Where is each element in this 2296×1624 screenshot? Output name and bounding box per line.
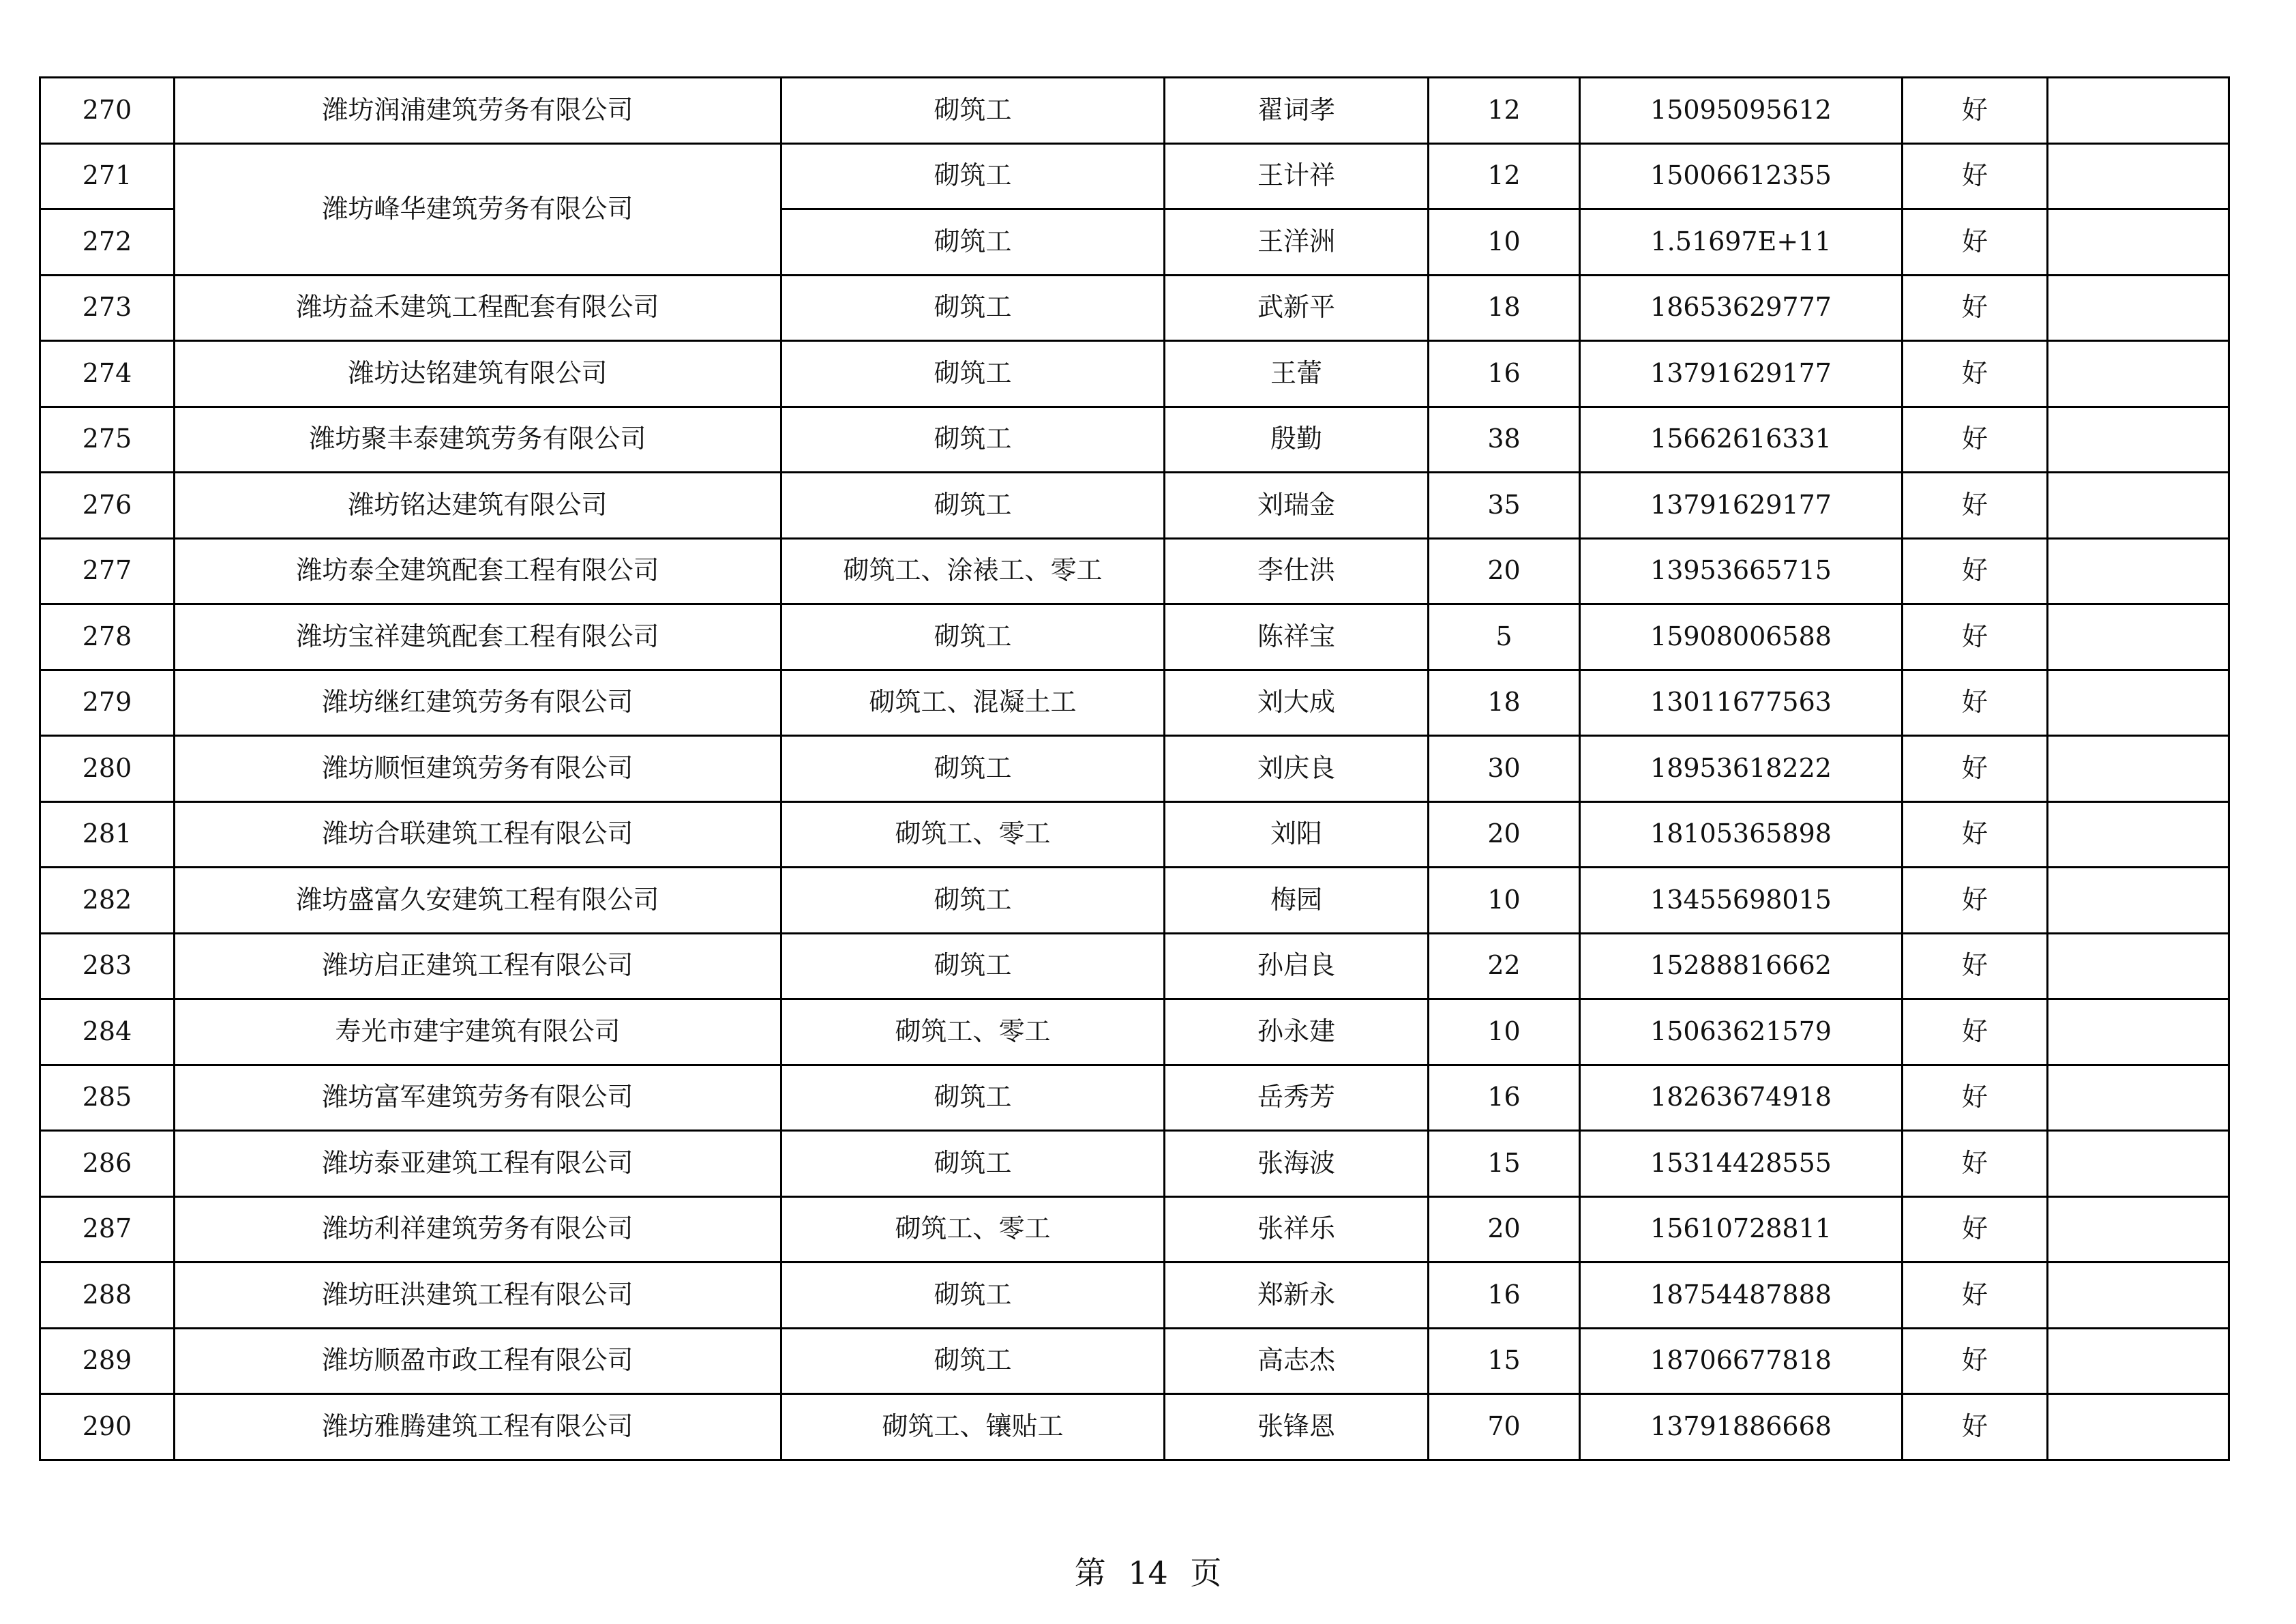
cell-note	[2048, 670, 2229, 736]
cell-phone-number: 1.51697E+11	[1580, 209, 1903, 276]
cell-note	[2048, 801, 2229, 868]
cell-company-name: 潍坊顺盈市政工程有限公司	[175, 1328, 781, 1394]
cell-serial-number: 272	[40, 209, 175, 276]
cell-trade-type: 砌筑工、镶贴工	[781, 1394, 1165, 1460]
cell-note	[2048, 275, 2229, 341]
cell-serial-number: 284	[40, 999, 175, 1065]
cell-company-name: 潍坊富军建筑劳务有限公司	[175, 1065, 781, 1131]
page-footer	[0, 1548, 2296, 1593]
cell-note	[2048, 1065, 2229, 1131]
cell-contact-person: 郑新永	[1165, 1263, 1429, 1329]
cell-trade-type: 砌筑工	[781, 604, 1165, 670]
cell-note	[2048, 736, 2229, 802]
cell-trade-type: 砌筑工	[781, 275, 1165, 341]
cell-note	[2048, 868, 2229, 934]
cell-phone-number: 18263674918	[1580, 1065, 1903, 1131]
cell-trade-type: 砌筑工	[781, 143, 1165, 209]
table-row	[40, 143, 2229, 209]
cell-phone-number: 15095095612	[1580, 78, 1903, 144]
cell-note	[2048, 604, 2229, 670]
cell-phone-number: 13011677563	[1580, 670, 1903, 736]
cell-serial-number: 274	[40, 341, 175, 407]
cell-company-name: 潍坊启正建筑工程有限公司	[175, 933, 781, 999]
cell-trade-type: 砌筑工	[781, 209, 1165, 276]
cell-rating: 好	[1903, 473, 2048, 539]
cell-phone-number: 18754487888	[1580, 1263, 1903, 1329]
cell-rating: 好	[1903, 78, 2048, 144]
cell-trade-type: 砌筑工	[781, 78, 1165, 144]
table-row	[40, 1263, 2229, 1329]
cell-note	[2048, 78, 2229, 144]
cell-company-name: 潍坊旺洪建筑工程有限公司	[175, 1263, 781, 1329]
cell-phone-number: 15314428555	[1580, 1131, 1903, 1197]
cell-note	[2048, 1131, 2229, 1197]
cell-rating: 好	[1903, 209, 2048, 276]
cell-contact-person: 张海波	[1165, 1131, 1429, 1197]
cell-serial-number: 276	[40, 473, 175, 539]
table-row	[40, 275, 2229, 341]
cell-trade-type: 砌筑工	[781, 473, 1165, 539]
cell-phone-number: 13791886668	[1580, 1394, 1903, 1460]
cell-company-name: 潍坊峰华建筑劳务有限公司	[175, 143, 781, 275]
table-row	[40, 670, 2229, 736]
cell-phone-number: 18653629777	[1580, 275, 1903, 341]
roster-table	[39, 76, 2230, 1461]
cell-contact-person: 张祥乐	[1165, 1196, 1429, 1263]
cell-serial-number: 287	[40, 1196, 175, 1263]
cell-trade-type: 砌筑工、涂裱工、零工	[781, 538, 1165, 604]
cell-note	[2048, 407, 2229, 473]
cell-serial-number: 279	[40, 670, 175, 736]
cell-worker-count: 35	[1429, 473, 1580, 539]
table-row	[40, 801, 2229, 868]
cell-contact-person: 张锋恩	[1165, 1394, 1429, 1460]
cell-worker-count: 20	[1429, 1196, 1580, 1263]
cell-phone-number: 15063621579	[1580, 999, 1903, 1065]
table-row	[40, 1065, 2229, 1131]
cell-company-name: 潍坊泰亚建筑工程有限公司	[175, 1131, 781, 1197]
cell-trade-type: 砌筑工、零工	[781, 801, 1165, 868]
cell-worker-count: 16	[1429, 341, 1580, 407]
cell-rating: 好	[1903, 1196, 2048, 1263]
cell-contact-person: 孙永建	[1165, 999, 1429, 1065]
cell-serial-number: 288	[40, 1263, 175, 1329]
cell-serial-number: 275	[40, 407, 175, 473]
cell-contact-person: 王蕾	[1165, 341, 1429, 407]
cell-contact-person: 翟词孝	[1165, 78, 1429, 144]
table-row	[40, 933, 2229, 999]
cell-worker-count: 38	[1429, 407, 1580, 473]
cell-trade-type: 砌筑工、混凝土工	[781, 670, 1165, 736]
table-row	[40, 407, 2229, 473]
table-row	[40, 473, 2229, 539]
cell-serial-number: 271	[40, 143, 175, 209]
cell-company-name: 潍坊益禾建筑工程配套有限公司	[175, 275, 781, 341]
cell-note	[2048, 1328, 2229, 1394]
cell-worker-count: 5	[1429, 604, 1580, 670]
roster-table-container	[39, 76, 2228, 1461]
cell-company-name: 潍坊宝祥建筑配套工程有限公司	[175, 604, 781, 670]
cell-serial-number: 270	[40, 78, 175, 144]
cell-rating: 好	[1903, 1394, 2048, 1460]
cell-serial-number: 283	[40, 933, 175, 999]
cell-rating: 好	[1903, 538, 2048, 604]
cell-serial-number: 281	[40, 801, 175, 868]
table-row	[40, 78, 2229, 144]
cell-contact-person: 孙启良	[1165, 933, 1429, 999]
cell-contact-person: 王计祥	[1165, 143, 1429, 209]
cell-company-name: 潍坊聚丰泰建筑劳务有限公司	[175, 407, 781, 473]
cell-trade-type: 砌筑工	[781, 1263, 1165, 1329]
cell-trade-type: 砌筑工	[781, 736, 1165, 802]
cell-serial-number: 278	[40, 604, 175, 670]
cell-worker-count: 20	[1429, 801, 1580, 868]
cell-contact-person: 梅园	[1165, 868, 1429, 934]
table-row	[40, 1131, 2229, 1197]
cell-contact-person: 刘大成	[1165, 670, 1429, 736]
cell-phone-number: 13791629177	[1580, 473, 1903, 539]
cell-worker-count: 12	[1429, 78, 1580, 144]
cell-contact-person: 刘瑞金	[1165, 473, 1429, 539]
cell-trade-type: 砌筑工	[781, 1328, 1165, 1394]
cell-rating: 好	[1903, 604, 2048, 670]
cell-rating: 好	[1903, 407, 2048, 473]
cell-worker-count: 20	[1429, 538, 1580, 604]
cell-company-name: 潍坊利祥建筑劳务有限公司	[175, 1196, 781, 1263]
cell-contact-person: 武新平	[1165, 275, 1429, 341]
cell-company-name: 潍坊润浦建筑劳务有限公司	[175, 78, 781, 144]
cell-company-name: 潍坊达铭建筑有限公司	[175, 341, 781, 407]
cell-contact-person: 李仕洪	[1165, 538, 1429, 604]
cell-worker-count: 30	[1429, 736, 1580, 802]
cell-phone-number: 15610728811	[1580, 1196, 1903, 1263]
table-body	[40, 78, 2229, 1460]
cell-note	[2048, 1196, 2229, 1263]
cell-rating: 好	[1903, 999, 2048, 1065]
table-row	[40, 604, 2229, 670]
cell-phone-number: 13455698015	[1580, 868, 1903, 934]
cell-worker-count: 70	[1429, 1394, 1580, 1460]
cell-worker-count: 16	[1429, 1263, 1580, 1329]
cell-rating: 好	[1903, 1065, 2048, 1131]
cell-company-name: 潍坊合联建筑工程有限公司	[175, 801, 781, 868]
cell-rating: 好	[1903, 736, 2048, 802]
cell-note	[2048, 341, 2229, 407]
cell-rating: 好	[1903, 933, 2048, 999]
cell-worker-count: 10	[1429, 868, 1580, 934]
cell-phone-number: 18706677818	[1580, 1328, 1903, 1394]
cell-serial-number: 289	[40, 1328, 175, 1394]
cell-contact-person: 陈祥宝	[1165, 604, 1429, 670]
cell-contact-person: 刘阳	[1165, 801, 1429, 868]
table-row	[40, 1394, 2229, 1460]
table-row	[40, 341, 2229, 407]
cell-rating: 好	[1903, 801, 2048, 868]
cell-serial-number: 282	[40, 868, 175, 934]
cell-worker-count: 16	[1429, 1065, 1580, 1131]
cell-worker-count: 22	[1429, 933, 1580, 999]
cell-note	[2048, 538, 2229, 604]
cell-phone-number: 13953665715	[1580, 538, 1903, 604]
cell-company-name: 潍坊雅腾建筑工程有限公司	[175, 1394, 781, 1460]
table-row	[40, 538, 2229, 604]
cell-rating: 好	[1903, 868, 2048, 934]
cell-trade-type: 砌筑工	[781, 868, 1165, 934]
cell-phone-number: 15006612355	[1580, 143, 1903, 209]
cell-worker-count: 12	[1429, 143, 1580, 209]
cell-worker-count: 15	[1429, 1328, 1580, 1394]
cell-worker-count: 15	[1429, 1131, 1580, 1197]
cell-note	[2048, 999, 2229, 1065]
cell-serial-number: 277	[40, 538, 175, 604]
cell-contact-person: 岳秀芳	[1165, 1065, 1429, 1131]
cell-note	[2048, 209, 2229, 276]
cell-worker-count: 18	[1429, 275, 1580, 341]
cell-note	[2048, 143, 2229, 209]
cell-trade-type: 砌筑工	[781, 933, 1165, 999]
cell-company-name: 寿光市建宇建筑有限公司	[175, 999, 781, 1065]
cell-note	[2048, 1394, 2229, 1460]
cell-contact-person: 王洋洲	[1165, 209, 1429, 276]
cell-trade-type: 砌筑工	[781, 407, 1165, 473]
table-row	[40, 1328, 2229, 1394]
cell-phone-number: 15288816662	[1580, 933, 1903, 999]
cell-trade-type: 砌筑工	[781, 341, 1165, 407]
cell-worker-count: 18	[1429, 670, 1580, 736]
cell-worker-count: 10	[1429, 999, 1580, 1065]
cell-serial-number: 286	[40, 1131, 175, 1197]
table-row	[40, 999, 2229, 1065]
cell-rating: 好	[1903, 275, 2048, 341]
cell-contact-person: 高志杰	[1165, 1328, 1429, 1394]
cell-contact-person: 刘庆良	[1165, 736, 1429, 802]
cell-worker-count: 10	[1429, 209, 1580, 276]
cell-company-name: 潍坊盛富久安建筑工程有限公司	[175, 868, 781, 934]
page-number: 14	[1128, 1554, 1168, 1591]
cell-rating: 好	[1903, 1263, 2048, 1329]
cell-rating: 好	[1903, 1328, 2048, 1394]
cell-phone-number: 13791629177	[1580, 341, 1903, 407]
cell-phone-number: 15908006588	[1580, 604, 1903, 670]
cell-company-name: 潍坊继红建筑劳务有限公司	[175, 670, 781, 736]
page-prefix: 第	[1074, 1554, 1106, 1591]
cell-note	[2048, 1263, 2229, 1329]
cell-rating: 好	[1903, 670, 2048, 736]
cell-trade-type: 砌筑工	[781, 1131, 1165, 1197]
cell-rating: 好	[1903, 1131, 2048, 1197]
cell-phone-number: 18105365898	[1580, 801, 1903, 868]
table-row	[40, 1196, 2229, 1263]
cell-serial-number: 285	[40, 1065, 175, 1131]
table-row	[40, 868, 2229, 934]
cell-company-name: 潍坊泰全建筑配套工程有限公司	[175, 538, 781, 604]
cell-trade-type: 砌筑工、零工	[781, 999, 1165, 1065]
cell-serial-number: 280	[40, 736, 175, 802]
cell-trade-type: 砌筑工	[781, 1065, 1165, 1131]
page-suffix: 页	[1190, 1554, 1222, 1591]
cell-trade-type: 砌筑工、零工	[781, 1196, 1165, 1263]
cell-serial-number: 273	[40, 275, 175, 341]
cell-rating: 好	[1903, 143, 2048, 209]
cell-company-name: 潍坊铭达建筑有限公司	[175, 473, 781, 539]
cell-company-name: 潍坊顺恒建筑劳务有限公司	[175, 736, 781, 802]
table-row	[40, 736, 2229, 802]
cell-phone-number: 18953618222	[1580, 736, 1903, 802]
cell-note	[2048, 933, 2229, 999]
cell-phone-number: 15662616331	[1580, 407, 1903, 473]
cell-note	[2048, 473, 2229, 539]
cell-rating: 好	[1903, 341, 2048, 407]
cell-contact-person: 殷勤	[1165, 407, 1429, 473]
cell-serial-number: 290	[40, 1394, 175, 1460]
